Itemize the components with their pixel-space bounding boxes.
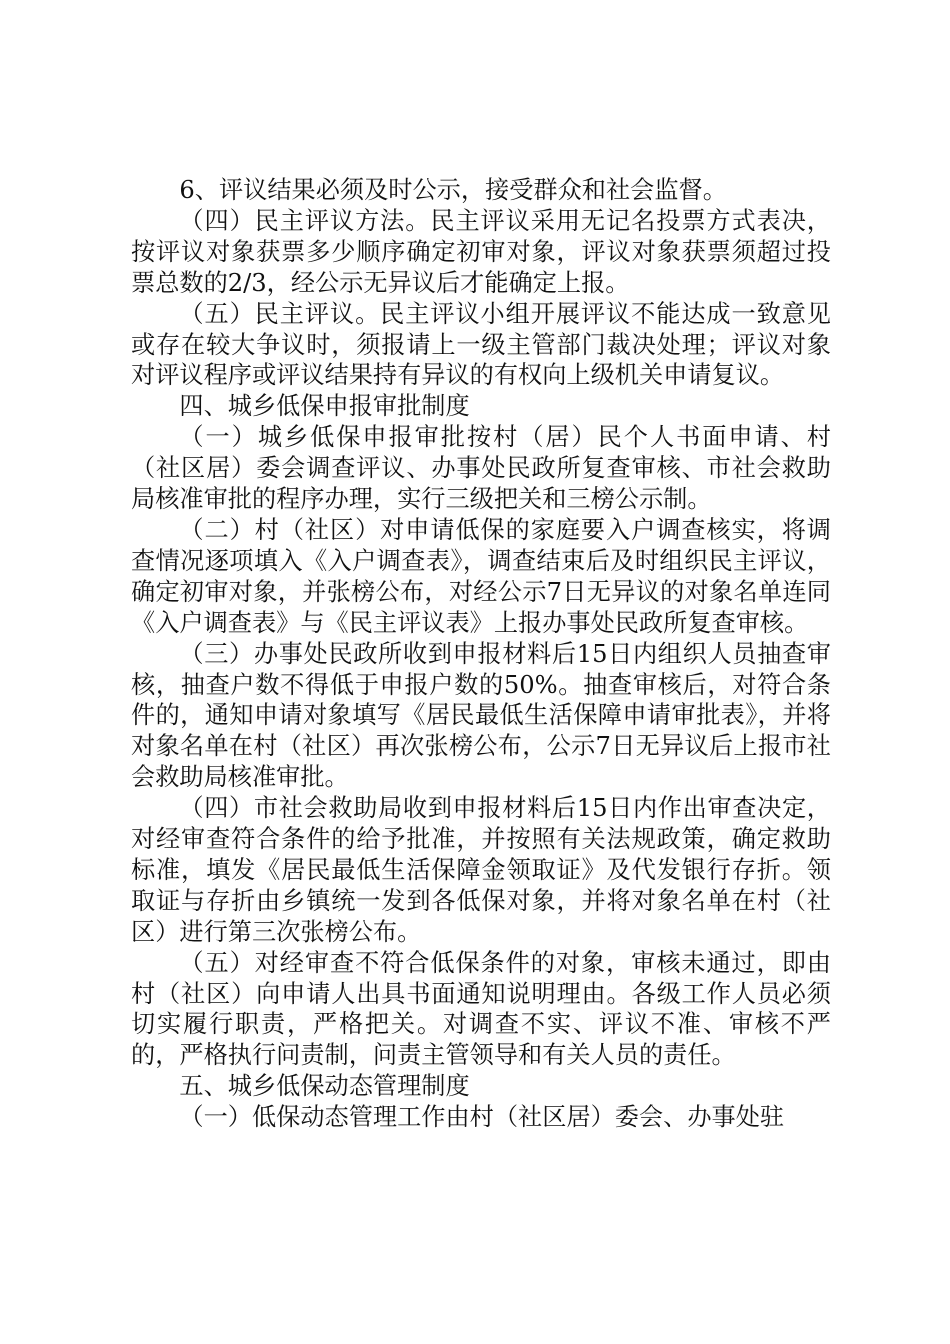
section-heading-approval-system: 四、城乡低保申报审批制度 (179, 392, 470, 421)
paragraph-approval-procedure: （一）城乡低保申报审批按村（居）民个人书面申请、村（社区居）委会调查评议、办事处民政所复查审核、市社会救助局核准审批的程序办理，实行三级把关和三榜公示制。 (131, 423, 831, 514)
document-body (131, 175, 831, 1133)
paragraph-publicity: 6、评议结果必须及时公示，接受群众和社会监督。 (179, 176, 727, 204)
paragraph-civil-affairs-review: （三）办事处民政所收到申报材料后15日内组织人员抽查审核，抽查户数不得低于申报户数的50%。抽查审核后，对符合条件的，通知申请对象填写《居民最低生活保障申请审批表》，并将对象名单在村（社区）再次张榜公布，公示7日无异议后上报市社会救助局核准审批。 (131, 639, 831, 792)
section-heading-dynamic-management: 五、城乡低保动态管理制度 (179, 1072, 470, 1101)
paragraph-village-survey: （二）村（社区）对申请低保的家庭要入户调查核实，将调查情况逐项填入《入户调查表》，调查结束后及时组织民主评议，确定初审对象，并张榜公布，对经公示7日无异议的对象名单连同《入户调查表》与《民主评议表》上报办事处民政所复查审核。 (131, 515, 831, 637)
paragraph-rejection-notice: （五）对经审查不符合低保条件的对象，审核未通过，即由村（社区）向申请人出具书面通知说明理由。各级工作人员必须切实履行职责，严格把关。对调查不实、评议不准、审核不严的，严格执行问责制，问责主管领导和有关人员的责任。 (131, 948, 831, 1070)
paragraph-voting-method: （四）民主评议方法。民主评议采用无记名投票方式表决，按评议对象获票多少顺序确定初审对象，评议对象获票须超过投票总数的2/3，经公示无异议后才能确定上报。 (131, 206, 831, 297)
paragraph-dynamic-management: （一）低保动态管理工作由村（社区居）委会、办事处驻 (179, 1103, 785, 1132)
paragraph-democratic-review: （五）民主评议。民主评议小组开展评议不能达成一致意见或存在较大争议时，须报请上一级主管部门裁决处理；评议对象对评议程序或评议结果持有异议的有权向上级机关申请复议。 (131, 299, 831, 390)
paragraph-city-decision: （四）市社会救助局收到申报材料后15日内作出审查决定，对经审查符合条件的给予批准，并按照有关法规政策，确定救助标准，填发《居民最低生活保障金领取证》及代发银行存折。领取证与存折由乡镇统一发到各低保对象，并将对象名单在村（社区）进行第三次张榜公布。 (131, 794, 831, 946)
